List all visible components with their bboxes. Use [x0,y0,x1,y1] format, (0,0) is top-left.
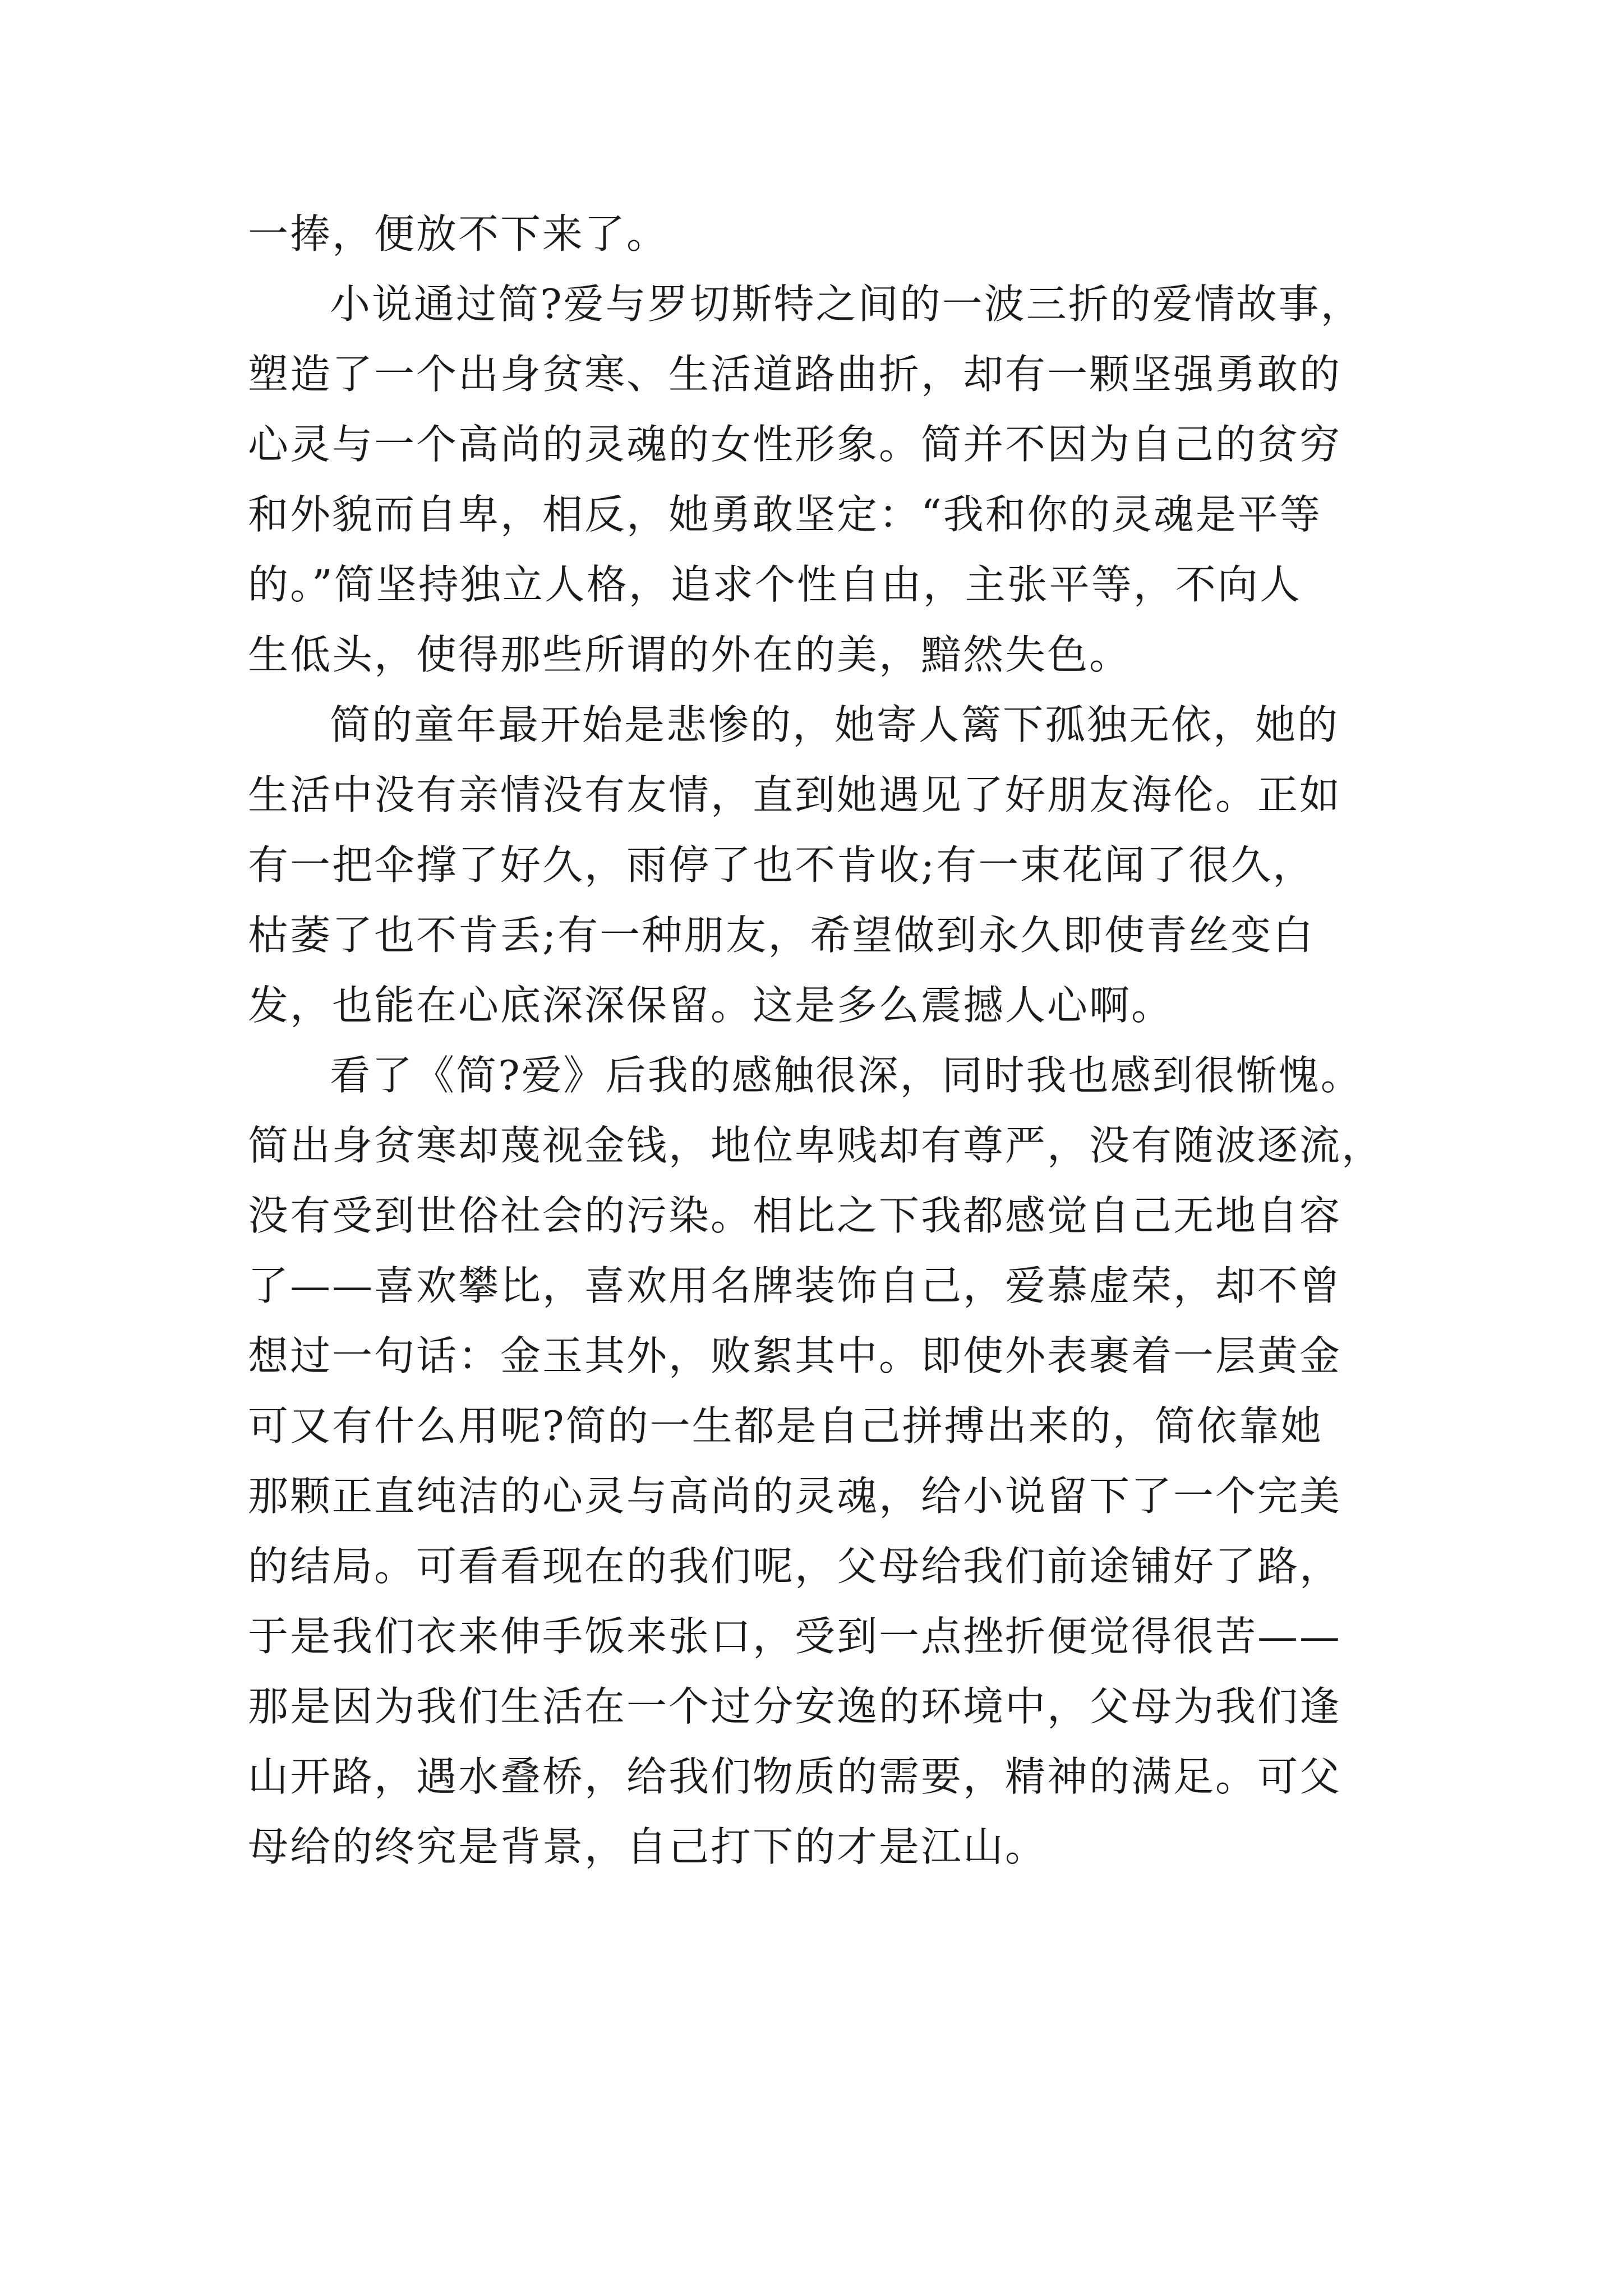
text-line: 小说通过简?爱与罗切斯特之间的一波三折的爱情故事， [330,280,1363,328]
text-line: 那是因为我们生活在一个过分安逸的环境中，父母为我们逢 [248,1683,1342,1730]
text-line: 生低头，使得那些所谓的外在的美，黯然失色。 [248,631,1132,678]
text-line: 看了《简?爱》后我的感触很深，同时我也感到很惭愧。 [330,1052,1363,1099]
text-line: 简出身贫寒却蔑视金钱，地位卑贱却有尊严，没有随波逐流， [248,1122,1384,1169]
text-line: 山开路，遇水叠桥，给我们物质的需要，精神的满足。可父 [248,1753,1342,1800]
paragraph-4 [248,1041,1398,1882]
body-text [248,199,1398,1882]
text-line: 没有受到世俗社会的污染。相比之下我都感觉自己无地自容 [248,1192,1342,1239]
paragraph-1 [248,199,1398,269]
text-line: 生活中没有亲情没有友情，直到她遇见了好朋友海伦。正如 [248,771,1342,818]
text-line: 一捧，便放不下来了。 [248,210,669,257]
text-line: 想过一句话：金玉其外，败絮其中。即使外表裹着一层黄金 [248,1332,1342,1379]
text-line: 了——喜欢攀比，喜欢用名牌装饰自己，爱慕虚荣，却不曾 [248,1262,1342,1309]
text-line: 简的童年最开始是悲惨的，她寄人篱下孤独无依，她的 [330,701,1340,748]
paragraph-2 [248,269,1398,690]
text-line: 心灵与一个高尚的灵魂的女性形象。简并不因为自己的贫穷 [248,421,1342,468]
text-line: 和外貌而自卑，相反，她勇敢坚定：“我和你的灵魂是平等 [248,491,1322,538]
text-line: 的。”简坚持独立人格，追求个性自由，主张平等，不向人 [248,561,1302,608]
text-line: 发，也能在心底深深保留。这是多么震撼人心啊。 [248,982,1174,1029]
text-line: 有一把伞撑了好久，雨停了也不肯收;有一束花闻了很久， [248,841,1315,889]
text-line: 枯萎了也不肯丢;有一种朋友，希望做到永久即使青丝变白 [248,912,1315,959]
text-line: 塑造了一个出身贫寒、生活道路曲折，却有一颗坚强勇敢的 [248,351,1342,398]
text-line: 于是我们衣来伸手饭来张口，受到一点挫折便觉得很苦—— [248,1613,1342,1660]
paragraph-3 [248,690,1398,1041]
text-line: 母给的终究是背景，自己打下的才是江山。 [248,1823,1048,1870]
text-line: 可又有什么用呢?简的一生都是自己拼搏出来的，简依靠她 [248,1402,1323,1450]
text-line: 的结局。可看看现在的我们呢，父母给我们前途铺好了路， [248,1543,1342,1590]
text-line: 那颗正直纯洁的心灵与高尚的灵魂，给小说留下了一个完美 [248,1473,1342,1520]
